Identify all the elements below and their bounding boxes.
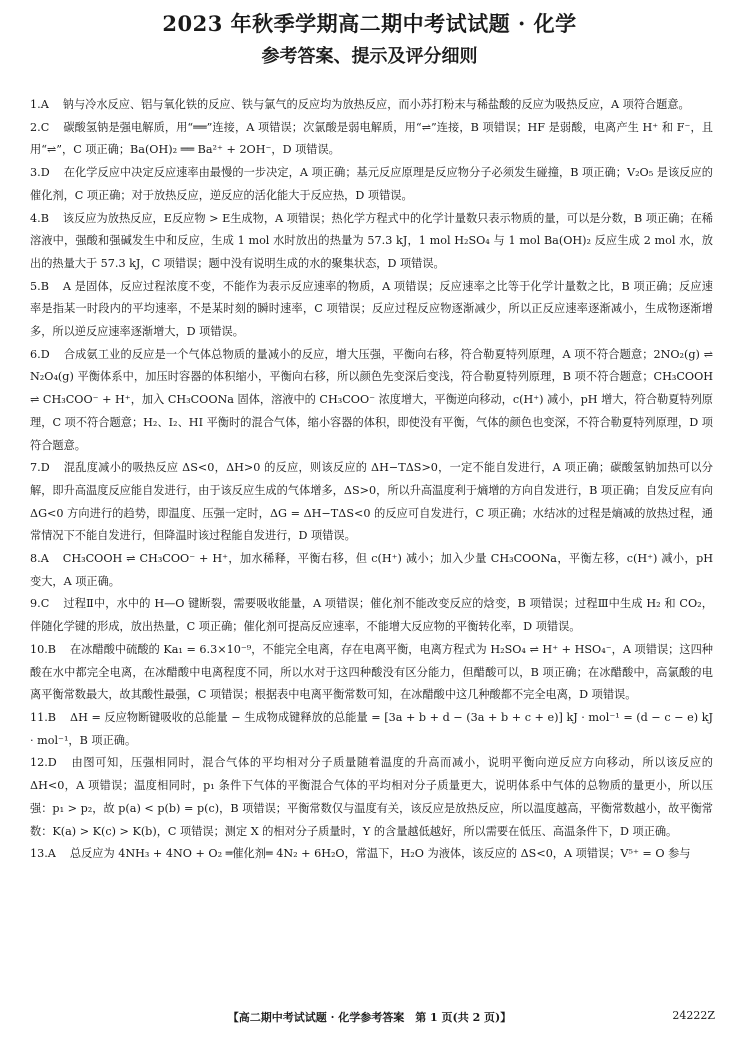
answer-list bbox=[30, 94, 713, 866]
answer-number: 4. bbox=[30, 211, 41, 225]
answer-explanation: 总反应为 4NH₃ + 4NO + O₂ ═催化剂═ 4N₂ + 6H₂O，常温下，H₂O 为液体，该反应的 ΔS<0，A 项错误；V⁵⁺ = O 参与 bbox=[69, 847, 691, 861]
answer-number: 5. bbox=[30, 279, 41, 293]
page-subtitle: 参考答案、提示及评分细则 bbox=[261, 46, 478, 67]
answer-explanation: 在冰醋酸中硫酸的 Ka₁ = 6.3×10⁻⁹，不能完全电离，存在电离平衡，电离方程式为 H₂SO₄ ⇌ H⁺ + HSO₄⁻，A 项错误；这四种酸在水中都完全电离，在冰醋酸中电离程度不同，所以水对于这四种酸没有区分能力，但醋酸可以，B 项正确；在冰醋酸中，高氯酸的电离平衡常数最大，故其酸性最强，C 项错误；根据表中电离平衡常数可知，在冰醋酸中这几种酸都不完全电离，D 项错误。 bbox=[30, 642, 713, 702]
answer-explanation: A 是固体，反应过程浓度不变，不能作为表示反应速率的物质，A 项错误；反应速率之比等于化学计量数之比，B 项正确；反应速率是指某一时段内的平均速率，不是某时刻的瞬时速率，C 项错误；反应过程反应物逐渐减少，所以正反应速率逐渐减小，生成物逐渐增多，所以逆反应速率逐渐增大，D 项错误。 bbox=[30, 279, 713, 339]
answer-explanation: 由图可知，压强相同时，混合气体的平均相对分子质量随着温度的升高而减小，说明平衡向逆反应方向移动，所以该反应的 ΔH<0，A 项错误；温度相同时，p₁ 条件下气体的平衡混合气体的平均相对分子质量更大，说明体系中气体的总物质的量更小，所以压强：p₁ > p₂，故 p(a) < p(b) = p(c)，B 项错误；平衡常数仅与温度有关，该反应是放热反应，所以温度越高，平衡常数越小，故平衡常数：K(a) > K(c) > K(b)，C 项错误；测定 X 的相对分子质量时，Y 的含量越低越好，所以需要在低压、高温条件下，D 项正确。 bbox=[30, 756, 713, 838]
answer-choice: D bbox=[40, 166, 50, 180]
answer-number: 7. bbox=[30, 461, 41, 475]
answer-choice: D bbox=[40, 461, 50, 475]
answer-item bbox=[30, 548, 713, 593]
answer-number: 6. bbox=[30, 347, 41, 361]
page-title: 2023 年秋季学期高二期中考试试题 · 化学 bbox=[162, 11, 577, 36]
answer-explanation: 钠与冷水反应、铝与氧化铁的反应、铁与氯气的反应均为放热反应，而小苏打粉末与稀盐酸的反应为吸热反应，A 项符合题意。 bbox=[62, 98, 690, 111]
answer-choice: C bbox=[40, 597, 50, 611]
answer-item bbox=[30, 752, 713, 843]
answer-item bbox=[30, 162, 713, 207]
answer-choice: B bbox=[40, 279, 49, 293]
answer-number: 11. bbox=[30, 710, 48, 724]
answer-explanation: CH₃COOH ⇌ CH₃COO⁻ + H⁺，加水稀释，平衡右移，但 c(H⁺) 减小；加入少量 CH₃COONa，平衡左移，c(H⁺) 减小，pH 变大，A 项正确。 bbox=[30, 552, 713, 588]
answer-number: 3. bbox=[30, 166, 41, 180]
answer-item bbox=[30, 593, 713, 638]
answer-choice: A bbox=[40, 98, 49, 111]
answer-explanation: ΔH = 反应物断键吸收的总能量 − 生成物成键释放的总能量 = [3a + b + d − (3a + b + c + e)] kJ · mol⁻¹ = (d − c − e) kJ · mol⁻¹，B 项正确。 bbox=[30, 710, 713, 747]
answer-number: 2. bbox=[30, 120, 41, 134]
answer-number: 9. bbox=[30, 597, 41, 611]
answer-explanation: 在化学反应中决定反应速率由最慢的一步决定，A 项正确；基元反应原理是反应物分子必须发生碰撞，B 项正确；V₂O₅ 是该反应的催化剂，C 项正确；对于放热反应，逆反应的活化能大于反应热，D 项错误。 bbox=[30, 166, 713, 202]
answer-number: 1. bbox=[30, 98, 41, 111]
answer-choice: C bbox=[40, 120, 50, 134]
answer-explanation: 该反应为放热反应，E反应物 > E生成物，A 项错误；热化学方程式中的化学计量数只表示物质的量，可以是分数，B 项正确；在稀溶液中，强酸和强碱发生中和反应，生成 1 mol 水时放出的热量为 57.3 kJ，1 mol H₂SO₄ 与 1 mol Ba(OH)₂ 反应生成 2 mol 水，放出的热量大于 57.3 kJ，C 项错误；题中没有说明生成的水的聚集状态，D 项错误。 bbox=[30, 211, 713, 270]
answer-explanation: 过程Ⅱ中，水中的 H—O 键断裂，需要吸收能量，A 项错误；催化剂不能改变反应的焓变，B 项错误；过程Ⅲ中生成 H₂ 和 CO₂，伴随化学键的形成，放出热量，C 项正确；催化剂可提高反应速率，不能增大反应物的平衡转化率，D 项错误。 bbox=[30, 597, 713, 634]
answer-number: 13. bbox=[30, 847, 48, 861]
answer-number: 10. bbox=[30, 642, 48, 656]
answer-item bbox=[30, 117, 713, 162]
answer-choice: B bbox=[47, 642, 57, 656]
answer-item bbox=[30, 276, 713, 344]
answer-choice: B bbox=[47, 710, 57, 724]
answer-choice: D bbox=[47, 756, 57, 770]
answer-item bbox=[30, 94, 713, 117]
answer-explanation: 混乱度减小的吸热反应 ΔS<0，ΔH>0 的反应，则该反应的 ΔH−TΔS>0，一定不能自发进行，A 项正确；碳酸氢钠加热可以分解，即升高温度反应能自发进行，由于该反应生成的气体增多，ΔS>0，所以升高温度利于熵增的方向自发进行，B 项正确；自发反应有向 ΔG<0 方向进行的趋势，即温度、压强一定时，ΔG = ΔH−TΔS<0 的反应可自发进行，C 项正确；水结冰的过程是熵减的放热过程，通常情况下不能自发进行，但降温时该过程能自发进行，D 项错误。 bbox=[30, 461, 713, 543]
answer-item bbox=[30, 344, 713, 458]
answer-explanation: 碳酸氢钠是强电解质，用“══”连接，A 项错误；次氯酸是弱电解质，用“⇌”连接，B 项错误；HF 是弱酸，电离产生 H⁺ 和 F⁻，且用“⇌”，C 项正确；Ba(OH)₂ ══ Ba²⁺ + 2OH⁻，D 项错误。 bbox=[30, 120, 713, 157]
answer-choice: A bbox=[47, 847, 56, 861]
answer-item bbox=[30, 457, 713, 548]
answer-item bbox=[30, 707, 713, 752]
answer-item bbox=[30, 639, 713, 707]
answer-choice: B bbox=[40, 211, 49, 225]
answer-item bbox=[30, 843, 713, 866]
answer-item bbox=[30, 208, 713, 276]
answer-explanation: 合成氨工业的反应是一个气体总物质的量减小的反应，增大压强，平衡向右移，符合勒夏特列原理，A 项不符合题意；2NO₂(g) ⇌ N₂O₄(g) 平衡体系中，加压时容器的体积缩小，平衡向右移，所以颜色先变深后变浅，符合勒夏特列原理，B 项不符合题意；CH₃COOH ⇌ CH₃COO⁻ + H⁺，加入 CH₃COONa 固体，溶液中的 CH₃COO⁻ 浓度增大，平衡逆向移动，c(H⁺) 减小，pH 增大，符合勒夏特列原理，C 项不符合题意；H₂、I₂、HI 平衡时的混合气体，缩小容器的体积，即使没有平衡，气体的颜色也变深，不符合勒夏特列原理，D 项符合题意。 bbox=[30, 347, 713, 452]
footer-code: 24222Z bbox=[672, 1009, 715, 1022]
answer-number: 12. bbox=[30, 756, 48, 770]
answer-number: 8. bbox=[30, 552, 41, 566]
answer-choice: A bbox=[40, 552, 49, 566]
footer-label: 【高二期中考试试题 · 化学参考答案 第 1 页(共 2 页)】 bbox=[227, 1011, 512, 1024]
answer-choice: D bbox=[40, 347, 50, 361]
